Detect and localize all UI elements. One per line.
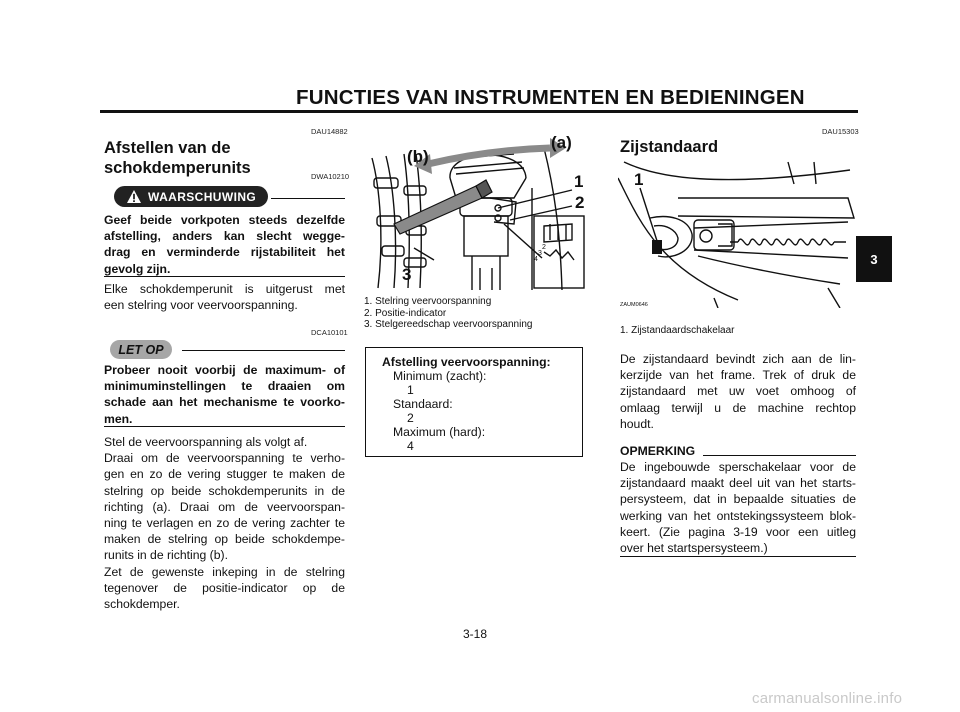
doc-code: DAU14882: [311, 127, 348, 136]
sidestand-text: De zijstandaard bevindt zich aan de lin- kerzijde van het frame. Trek of druk de zijstandaard met uw voet omhoog of omlaag terwijl u de machine rechtop houdt.: [620, 352, 856, 431]
inset-scale-3: 3: [538, 250, 542, 257]
figure-label-2: 2: [575, 193, 585, 212]
body-text: Stel de veervoorspanning als volgt af. Draai om de veervoorspanning te verho- gen en zo de vering stugger te maken de stelring op beide schokdemperunits in de richting (a). Draai om de veervoorspan- ning te verlagen en zo de vering zachter te maken de stelring op beide schokdempe- runits in de richting (b). Zet de gewenste inkeping in de stelring tegenover de positie-indicator op de schokdemper.: [104, 435, 345, 612]
figure-caption: 1. Zijstandaardschakelaar: [620, 325, 735, 336]
doc-code: DCA10101: [311, 328, 348, 337]
caution-rule: [182, 350, 345, 351]
chapter-tab[interactable]: 3: [856, 236, 892, 282]
note-label: OPMERKING: [620, 444, 696, 458]
figure-label-1: 1: [574, 172, 584, 191]
warning-text: Geef beide vorkpoten steeds dezelfde afstelling, anders kan slecht wegge- drag en verminderde rijstabiliteit het gevolg zijn.: [104, 213, 345, 276]
caution-end-rule: [104, 426, 345, 427]
section-heading: Afstellen van de schokdemperunits: [104, 139, 251, 177]
warning-rule: [271, 198, 345, 199]
warning-icon: [126, 189, 142, 204]
watermark[interactable]: carmanualsonline.info: [752, 690, 903, 707]
figure-label-3: 3: [402, 265, 412, 284]
caution-text: Probeer nooit voorbij de maximum- of minimuminstellingen te draaien om schade aan het mechanisme te voorko- men.: [104, 363, 345, 426]
sidestand-figure: [618, 158, 858, 308]
header-rule: [100, 110, 858, 113]
warning-end-rule: [104, 276, 345, 277]
intro-text: Elke schokdemperunit is uitgerust met een stelring voor veervoorspanning.: [104, 282, 345, 313]
figure-code: ZAUM0646: [620, 302, 648, 308]
page-header-title: FUNCTIES VAN INSTRUMENTEN EN BEDIENINGEN: [296, 86, 805, 109]
spec-box: Afstelling veervoorspanning: Minimum (zacht): 1 Standaard: 2 Maximum (hard): 4: [365, 347, 583, 457]
note-text: De ingebouwde sperschakelaar voor de zijstandaard maakt deel uit van het starts- persysteem, dat in bepaalde situaties de werking van het ontstekingssysteem blok- keert. (Zie pagina 3-19 voor een uitleg over het startspersysteem.): [620, 460, 856, 556]
inset-scale-2: 2: [542, 244, 546, 251]
inset-scale-4: 4: [534, 256, 538, 263]
warning-badge: WAARSCHUWING: [114, 186, 268, 207]
section-heading: Zijstandaard: [620, 138, 719, 156]
note-rule: [703, 455, 856, 456]
figure-captions: 1. Stelring veervoorspanning 2. Positie-indicator 3. Stelgereedschap veervoorspanning: [364, 296, 533, 331]
figure-label-1: 1: [634, 170, 644, 189]
doc-code: DWA10210: [311, 172, 350, 181]
figure-label-a: (a): [551, 133, 572, 152]
caution-badge: LET OP: [110, 340, 172, 359]
note-end-rule: [620, 556, 856, 557]
figure-label-b: (b): [407, 147, 429, 166]
doc-code: DAU15303: [822, 127, 859, 136]
page-number: 3-18: [463, 627, 488, 641]
